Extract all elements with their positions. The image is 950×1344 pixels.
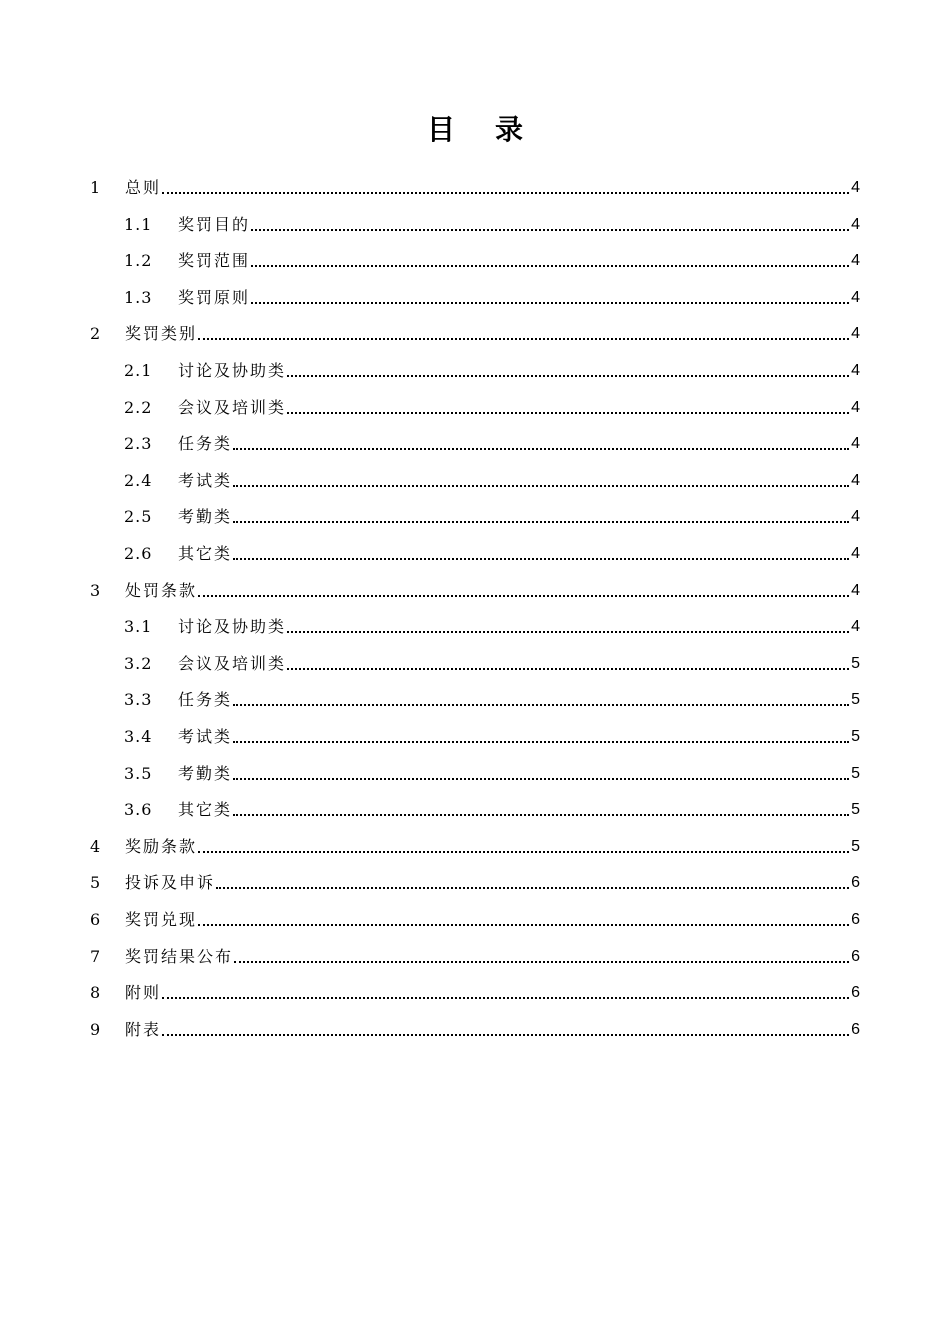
toc-dot-leader <box>162 192 849 194</box>
toc-entry-label: 考勤类 <box>178 763 233 783</box>
toc-title <box>0 108 950 148</box>
toc-entry-number: 2.6 <box>124 544 153 563</box>
toc-entry-label: 考试类 <box>178 470 233 490</box>
toc-entry[interactable] <box>90 565 860 601</box>
toc-dot-leader <box>233 558 849 560</box>
toc-entry-label: 考勤类 <box>178 507 233 527</box>
toc-entry[interactable] <box>124 235 860 271</box>
toc-entry[interactable] <box>124 528 860 564</box>
toc-dot-leader <box>198 595 849 597</box>
toc-entry-page-number: 4 <box>851 325 860 343</box>
toc-entry-page-number: 6 <box>851 947 860 965</box>
toc-entry[interactable] <box>124 601 860 637</box>
toc-entry[interactable] <box>124 711 860 747</box>
toc-entry-label: 会议及培训类 <box>178 653 287 673</box>
toc-dot-leader <box>287 668 849 670</box>
toc-entry-label: 总则 <box>125 178 162 197</box>
toc-entry-number: 2.5 <box>124 507 153 527</box>
toc-entry[interactable] <box>124 455 860 491</box>
toc-entry-number: 3 <box>90 580 101 600</box>
toc-entry-number: 7 <box>90 946 101 966</box>
toc-entry-number: 3.4 <box>124 727 153 746</box>
toc-entry-page-number: 4 <box>851 435 860 453</box>
toc-entry[interactable] <box>124 674 860 710</box>
toc-entry-number: 2 <box>90 324 101 344</box>
toc-entry-page-number: 5 <box>851 764 860 782</box>
toc-dot-leader <box>162 997 849 999</box>
toc-entry-page-number: 4 <box>851 362 860 379</box>
toc-entry[interactable] <box>90 931 860 967</box>
toc-entry-label: 任务类 <box>178 690 233 710</box>
toc-entry-number: 2.4 <box>124 470 153 490</box>
toc-entry-page-number: 5 <box>851 728 860 745</box>
toc-entry[interactable] <box>90 308 860 344</box>
toc-entry[interactable] <box>124 345 860 381</box>
toc-entry-number: 1.3 <box>124 287 153 307</box>
toc-entry[interactable] <box>124 418 860 454</box>
toc-dot-leader <box>216 887 849 889</box>
toc-entry-label: 处罚条款 <box>125 580 198 600</box>
toc-entry-number: 3.2 <box>124 653 153 673</box>
toc-entry[interactable] <box>124 272 860 308</box>
toc-entry-number: 8 <box>90 983 101 1003</box>
toc-entry[interactable] <box>124 748 860 784</box>
toc-dot-leader <box>233 448 849 450</box>
toc-entry-page-number: 4 <box>851 288 860 306</box>
toc-entry-label: 其它类 <box>178 544 233 563</box>
toc-entry-label: 奖罚目的 <box>178 214 251 234</box>
toc-entry-page-number: 4 <box>851 618 860 636</box>
toc-dot-leader <box>198 851 849 853</box>
toc-entry-number: 6 <box>90 910 101 929</box>
toc-entry-number: 1.1 <box>124 214 153 234</box>
toc-dot-leader <box>198 338 849 340</box>
toc-entry-page-number: 4 <box>851 545 860 562</box>
toc-entry-number: 5 <box>90 873 101 893</box>
toc-entry-page-number: 4 <box>851 471 860 489</box>
toc-entry[interactable] <box>124 382 860 418</box>
toc-entry-label: 讨论及协助类 <box>178 361 287 380</box>
toc-entry-number: 3.6 <box>124 800 153 820</box>
toc-entry[interactable] <box>124 638 860 674</box>
toc-entry-label: 奖罚范围 <box>178 251 251 271</box>
toc-entry-number: 4 <box>90 836 101 856</box>
toc-entry-label: 考试类 <box>178 727 233 746</box>
toc-entry-page-number: 5 <box>851 654 860 672</box>
toc-dot-leader <box>233 814 849 816</box>
toc-dot-leader <box>234 961 849 963</box>
toc-dot-leader <box>162 1034 849 1036</box>
toc-title-char-2: 录 <box>495 113 524 146</box>
toc-dot-leader <box>198 924 849 926</box>
toc-entry-number: 1 <box>90 178 101 197</box>
toc-entry-page-number: 6 <box>851 1020 860 1038</box>
toc-entry-number: 3.3 <box>124 690 153 710</box>
toc-entry[interactable] <box>90 857 860 893</box>
toc-entry-page-number: 4 <box>851 252 860 270</box>
toc-entry-page-number: 4 <box>851 398 860 416</box>
toc-entry-page-number: 6 <box>851 911 860 928</box>
toc-entry[interactable] <box>124 199 860 235</box>
toc-entry-label: 奖励条款 <box>125 836 198 856</box>
toc-dot-leader <box>251 265 849 267</box>
toc-entry-label: 奖罚结果公布 <box>125 946 234 966</box>
toc-dot-leader <box>287 375 849 377</box>
toc-entry[interactable] <box>90 894 860 930</box>
toc-entry-number: 1.2 <box>124 251 153 271</box>
toc-dot-leader <box>233 741 849 743</box>
toc-entry-label: 讨论及协助类 <box>178 617 287 637</box>
toc-entry-page-number: 6 <box>851 984 860 1002</box>
toc-entry-page-number: 4 <box>851 581 860 599</box>
toc-dot-leader <box>233 778 849 780</box>
toc-dot-leader <box>233 485 849 487</box>
toc-entry[interactable] <box>90 967 860 1003</box>
toc-entry-label: 会议及培训类 <box>178 397 287 417</box>
toc-entry-page-number: 5 <box>851 801 860 819</box>
toc-entry-number: 9 <box>90 1019 101 1039</box>
toc-entry[interactable] <box>90 821 860 857</box>
toc-entry-page-number: 4 <box>851 508 860 526</box>
toc-dot-leader <box>251 229 849 231</box>
toc-entry-number: 3.1 <box>124 617 153 637</box>
toc-entry-page-number: 5 <box>851 691 860 709</box>
toc-entry-label: 附则 <box>125 983 162 1003</box>
toc-entry-number: 2.2 <box>124 397 153 417</box>
toc-entry[interactable] <box>124 491 860 527</box>
toc-dot-leader <box>233 704 849 706</box>
toc-entry-page-number: 6 <box>851 874 860 892</box>
toc-title-char-1: 目 <box>426 113 455 146</box>
toc-entry-label: 奖罚原则 <box>178 287 251 307</box>
toc-entry-label: 奖罚兑现 <box>125 910 198 929</box>
toc-entry-label: 任务类 <box>178 434 233 454</box>
toc-entry-label: 其它类 <box>178 800 233 820</box>
toc-entry-label: 投诉及申诉 <box>125 873 216 893</box>
toc-entry[interactable] <box>90 162 860 198</box>
toc-entry-label: 附表 <box>125 1019 162 1039</box>
toc-entry-page-number: 4 <box>851 179 860 196</box>
toc-entry[interactable] <box>90 1004 860 1040</box>
toc-entry-number: 2.3 <box>124 434 153 454</box>
toc-entry-page-number: 5 <box>851 837 860 855</box>
toc-dot-leader <box>233 521 849 523</box>
toc-dot-leader <box>251 302 849 304</box>
toc-entry-number: 3.5 <box>124 763 153 783</box>
toc-entry[interactable] <box>124 784 860 820</box>
toc-entry-label: 奖罚类别 <box>125 324 198 344</box>
toc-entry-number: 2.1 <box>124 361 153 380</box>
toc-entry-page-number: 4 <box>851 215 860 233</box>
toc-dot-leader <box>287 631 849 633</box>
toc-dot-leader <box>287 412 849 414</box>
